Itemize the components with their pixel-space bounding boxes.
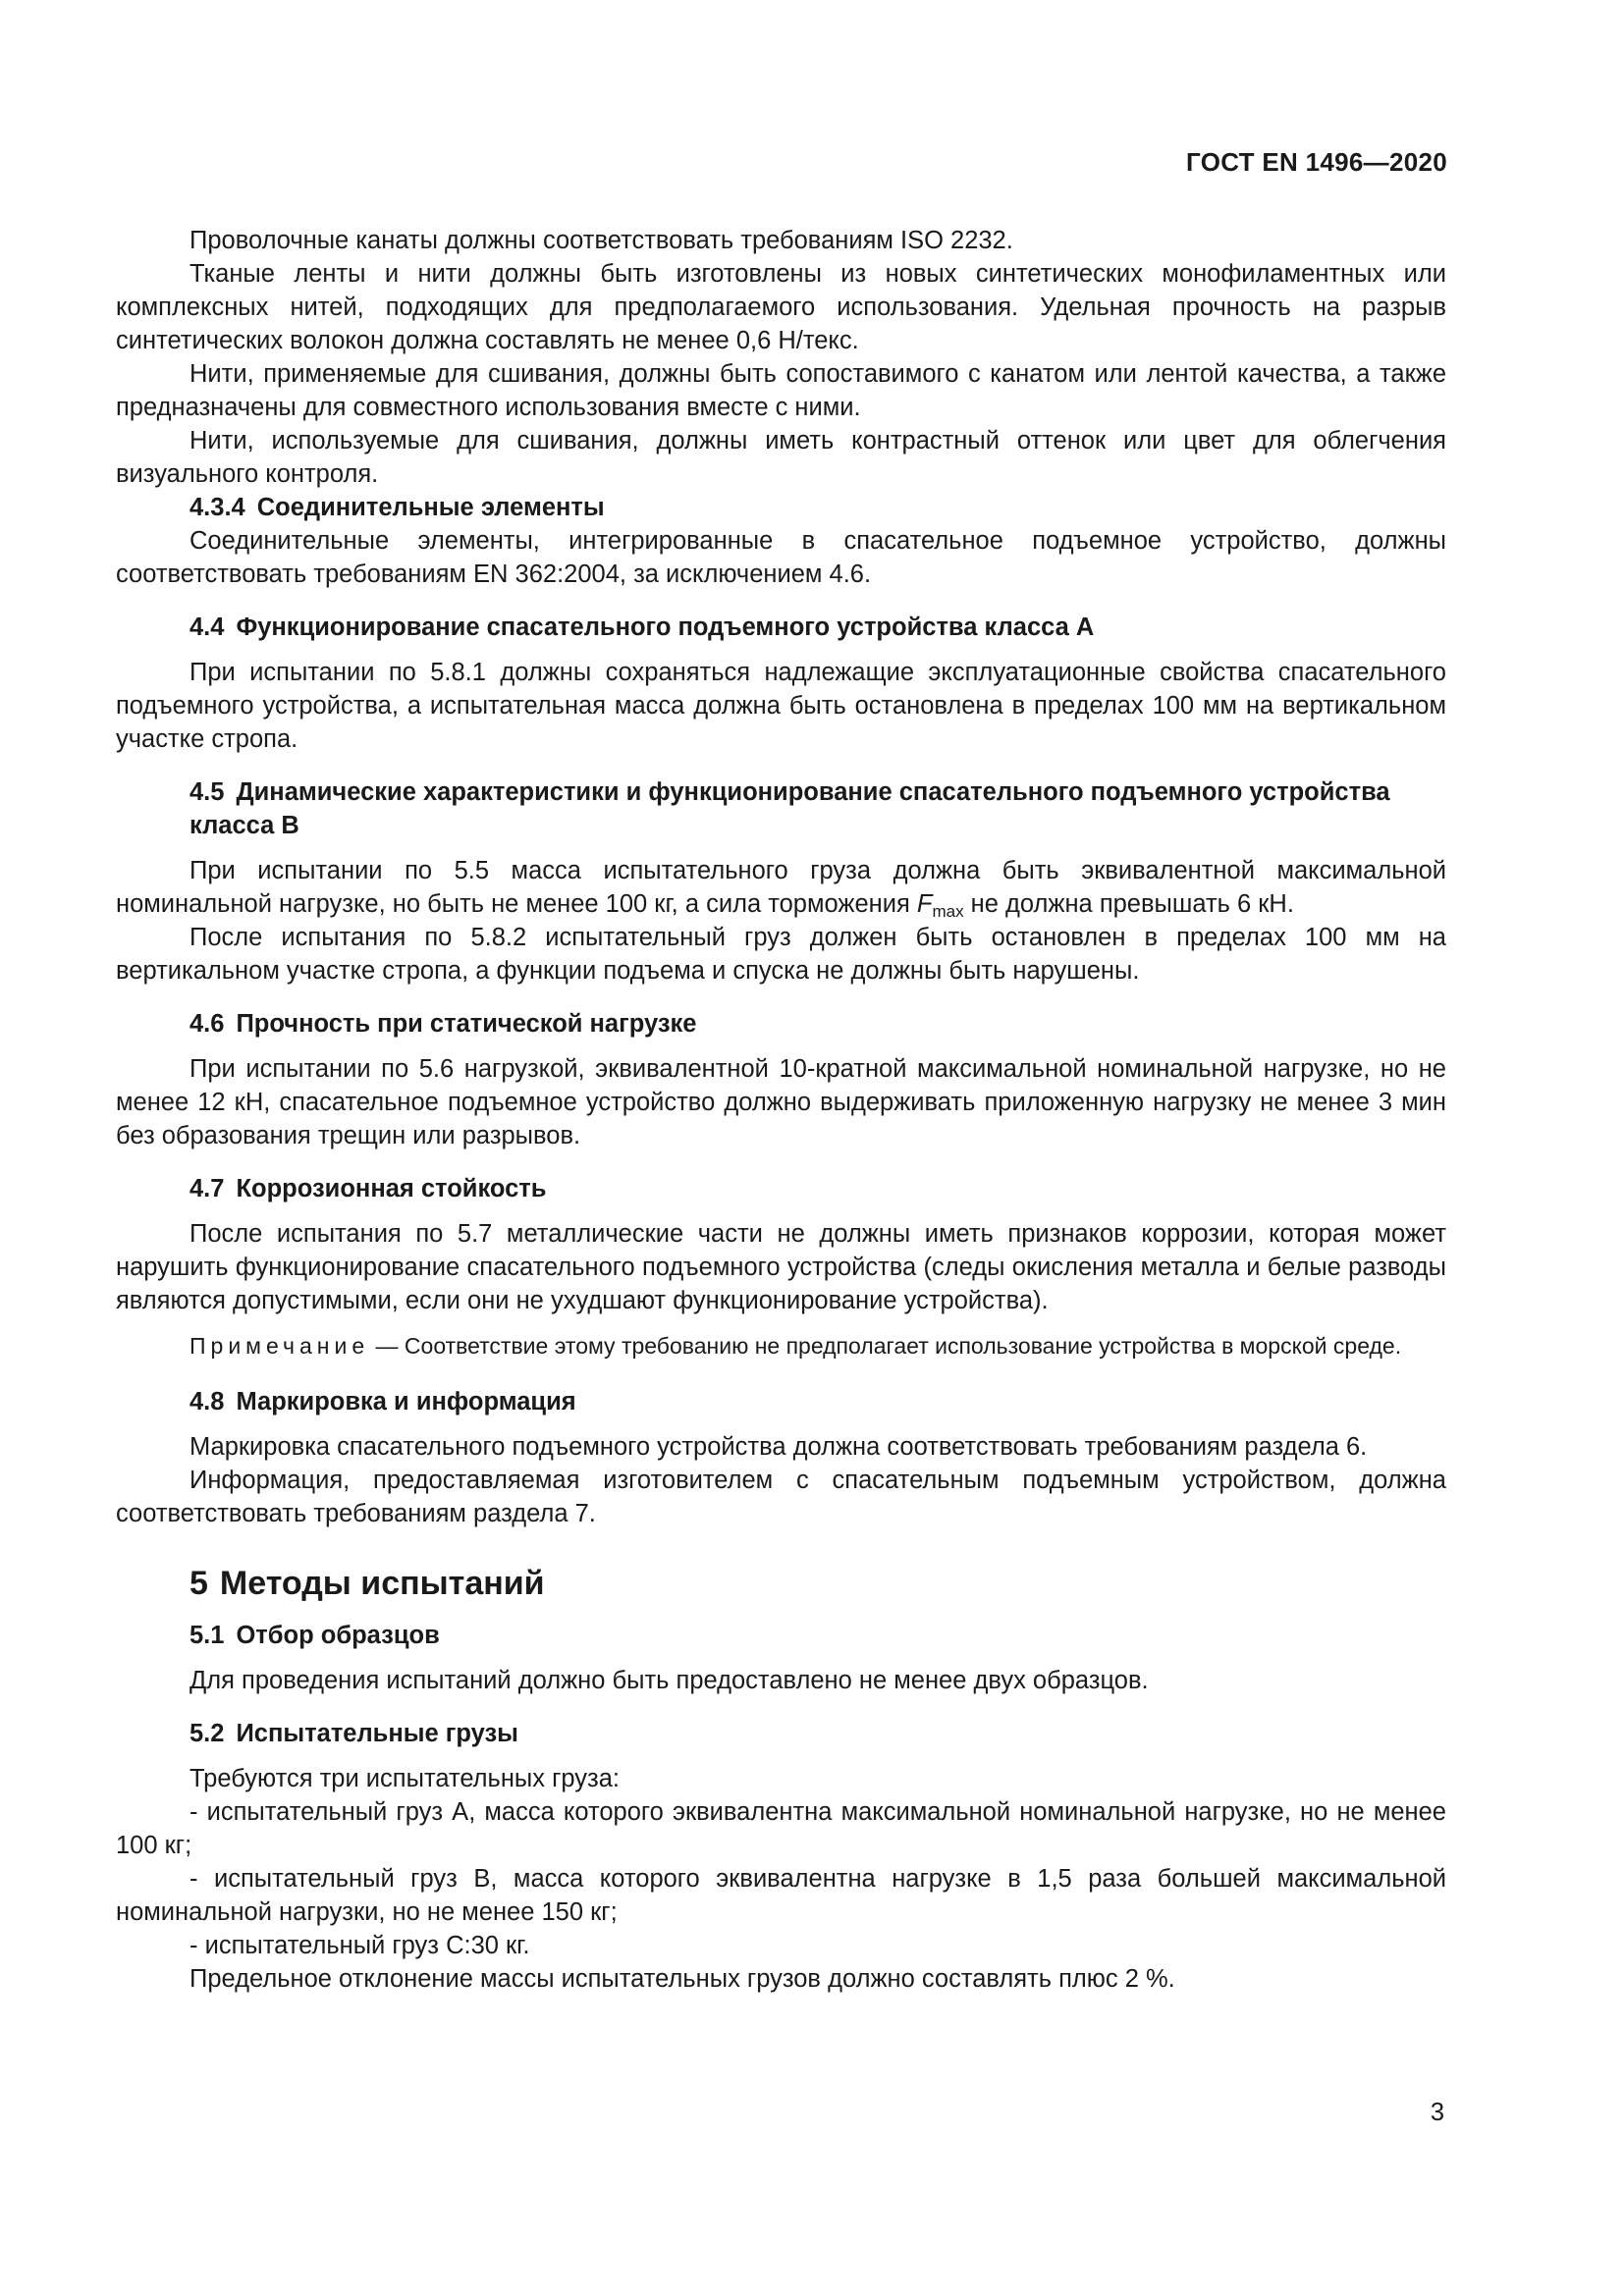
section-title: Отбор образцов (236, 1622, 440, 1649)
fmax-symbol: F (916, 890, 933, 918)
section-heading-5 (189, 1564, 1446, 1603)
section-number: 4.8 (189, 1388, 225, 1415)
section-title: Функционирование спасательного подъемного устройства класса А (236, 614, 1095, 641)
section-heading-5-2 (189, 1717, 1446, 1750)
text-run: При испытании по 5.5 масса испытательного груза должна быть эквивалентной максимальной номинальной нагрузке, но быть не менее 100 кг, а сила торможения (116, 857, 1446, 918)
section-number: 4.7 (189, 1175, 225, 1202)
note-label: Примечание (189, 1333, 370, 1359)
section-title: Соединительные элементы (256, 494, 605, 521)
section-title: Коррозионная стойкость (236, 1175, 547, 1202)
paragraph: Требуются три испытательных груза: (189, 1765, 620, 1792)
section-number: 4.3.4 (189, 494, 245, 521)
section-title: Прочность при статической нагрузке (236, 1010, 697, 1038)
list-item: - испытательный груз С:30 кг. (189, 1932, 530, 1959)
paragraph: При испытании по 5.8.1 должны сохраняться надлежащие эксплуатационные свойства спасательного подъемного устройства, а испытательная масса должна быть остановлена в пределах 100 мм на вертикальном участке стропа. (116, 659, 1446, 753)
document-body (116, 224, 1446, 1996)
paragraph: Нити, используемые для сшивания, должны иметь контрастный оттенок или цвет для облегчения визуального контроля. (116, 427, 1446, 488)
section-number: 4.4 (189, 614, 225, 641)
section-heading-5-1 (189, 1619, 1446, 1652)
paragraph: Предельное отклонение массы испытательных грузов должно составлять плюс 2 %. (189, 1965, 1175, 1993)
paragraph: При испытании по 5.6 нагрузкой, эквивалентной 10-кратной максимальной номинальной нагрузке, но не менее 12 кН, спасательное подъемное устройство должно выдерживать приложенную нагрузку не менее 3 мин без образования трещин или разрывов. (116, 1055, 1446, 1149)
section-number: 5.2 (189, 1720, 225, 1747)
section-heading-4-4 (189, 611, 1446, 644)
paragraph (116, 854, 1446, 921)
paragraph: Нити, применяемые для сшивания, должны быть сопоставимого с канатом или лентой качества, а также предназначены для совместного использования вместе с ними. (116, 360, 1446, 421)
section-heading-4-5 (189, 775, 1446, 842)
section-title: Маркировка и информация (236, 1388, 576, 1415)
list-item: - испытательный груз В, масса которого эквивалентна нагрузке в 1,5 раза большей максимальной номинальной нагрузки, но не менее 150 кг; (116, 1865, 1446, 1926)
section-heading-4-6 (189, 1007, 1446, 1041)
paragraph: После испытания по 5.7 металлические части не должны иметь признаков коррозии, которая может нарушить функционирование спасательного подъемного устройства (следы окисления металла и белые разводы являются допустимыми, если они не ухудшают функционирование устройства). (116, 1220, 1446, 1314)
paragraph: Маркировка спасательного подъемного устройства должна соответствовать требованиям раздела 6. (189, 1433, 1368, 1461)
list-item: - испытательный груз А, масса которого эквивалентна максимальной номинальной нагрузке, но не менее 100 кг; (116, 1798, 1446, 1859)
paragraph: Информация, предоставляемая изготовителем с спасательным подъемным устройством, должна соответствовать требованиям раздела 7. (116, 1467, 1446, 1527)
section-title: Методы испытаний (219, 1565, 545, 1602)
note (116, 1331, 1446, 1362)
text-run: не должна превышать 6 кН. (963, 890, 1294, 918)
section-number: 4.6 (189, 1010, 225, 1038)
section-number: 5 (189, 1565, 208, 1602)
paragraph: Соединительные элементы, интегрированные в спасательное подъемное устройство, должны соответствовать требованиям EN 362:2004, за исключением 4.6. (116, 527, 1446, 588)
paragraph: После испытания по 5.8.2 испытательный груз должен быть остановлен в пределах 100 мм на вертикальном участке стропа, а функции подъема и спуска не должны быть нарушены. (116, 924, 1446, 985)
section-heading-4-7 (189, 1172, 1446, 1205)
paragraph: Для проведения испытаний должно быть предоставлено не менее двух образцов. (189, 1667, 1149, 1694)
paragraph: Проволочные канаты должны соответствовать требованиям ISO 2232. (189, 227, 1013, 254)
document-header: ГОСТ EN 1496—2020 (1186, 147, 1447, 177)
fmax-subscript: max (932, 902, 964, 921)
section-title: Динамические характеристики и функционирование спасательного подъемного устройства класса В (189, 778, 1390, 839)
note-text: — Соответствие этому требованию не предполагает использование устройства в морской среде. (369, 1333, 1402, 1359)
section-number: 4.5 (189, 778, 225, 806)
section-heading-4-8 (189, 1385, 1446, 1418)
section-number: 5.1 (189, 1622, 225, 1649)
section-title: Испытательные грузы (236, 1720, 518, 1747)
paragraph: Тканые ленты и нити должны быть изготовлены из новых синтетических монофиламентных или комплексных нитей, подходящих для предполагаемого использования. Удельная прочность на разрыв синтетических волокон должна составлять не менее 0,6 Н/текс. (116, 260, 1446, 354)
page-number: 3 (1430, 2099, 1444, 2126)
section-heading-4-3-4 (189, 491, 1446, 524)
